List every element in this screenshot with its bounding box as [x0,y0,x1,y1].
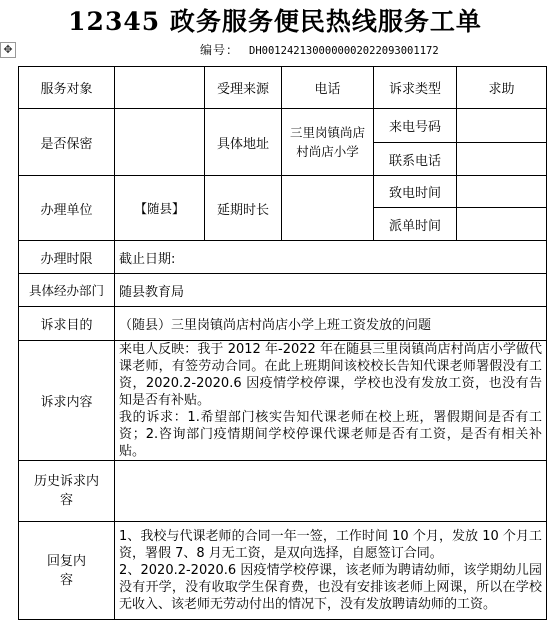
dept-label: 具体经办部门 [19,274,115,307]
extension-label: 延期时长 [205,176,282,241]
accept-source-label: 受理来源 [205,67,282,109]
address-label: 具体地址 [205,109,282,176]
contact-phone-value[interactable] [457,143,547,176]
table-row [19,176,547,208]
extension-value[interactable] [282,176,374,241]
table-row [19,67,547,109]
handling-time-label: 办理时限 [19,241,115,274]
dept-value[interactable]: 随县教育局 [115,274,547,307]
dispatch-time-value[interactable] [457,208,547,241]
handling-unit-label: 办理单位 [19,176,115,241]
address-value[interactable]: 三里岗镇尚店村尚店小学 [282,109,374,176]
serial-number [200,42,439,59]
service-target-label: 服务对象 [19,67,115,109]
contact-phone-label: 联系电话 [374,143,457,176]
confidential-value[interactable] [115,109,205,176]
content-label: 诉求内容 [19,341,115,461]
content-value[interactable] [115,341,547,461]
confidential-label: 是否保密 [19,109,115,176]
service-target-value[interactable] [115,67,205,109]
serial-value: DH001242130000000202209300117​2 [249,45,439,57]
reply-paragraph: 1、我校与代课老师的合同一年一签，工作时间 10 个月，发放 10 个月工资，署假 7、8 月无工资，是双向选择，自愿签订合同。 [119,529,542,561]
table-row [19,307,547,341]
table-row [19,522,547,620]
reply-paragraph: 2、2020.2-2020.6 因疫情学校停课，该老师为聘请幼师，该学期幼儿园没有开学，没有收取学生保育费，也没有安排该老师上网课，所以在学校无收入、该老师无劳动付出的情况下，没有发放聘请幼师的工资。 [119,563,542,612]
history-value[interactable] [115,461,547,522]
purpose-label: 诉求目的 [19,307,115,341]
content-paragraph: 来电人反映：我于 2012 年-2022 年在随县三里岗镇尚店村尚店小学做代课老师，有签劳动合同。在此上班期间该校校长告知代课老师署假没有工资，2020.2-2020.6 因疫情学校停课，学校也没有发放工资，也没有告知是否有补贴。 [119,342,542,408]
dispatch-time-label: 派单时间 [374,208,457,241]
ticket-table [18,66,547,620]
purpose-value[interactable]: （随县）三里岗镇尚店村尚店小学上班工资发放的问题 [115,307,547,341]
reply-value[interactable] [115,522,547,620]
deadline-field[interactable]: 截止日期: [115,241,547,274]
history-label: 历史诉求内容 [19,461,115,522]
table-row [19,109,547,143]
table-row [19,341,547,461]
caller-phone-value[interactable] [457,109,547,143]
table-row [19,461,547,522]
appeal-type-label: 诉求类型 [374,67,457,109]
content-paragraph: 我的诉求：1.希望部门核实告知代课老师在校上班，署假期间是否有工资；2.咨询部门疫情期间学校停课代课老师是否有工资，是否有相关补贴。 [119,410,542,459]
move-handle-icon[interactable]: ✥ [0,42,16,58]
table-row [19,274,547,307]
phone-label: 电话 [282,67,374,109]
appeal-type-value[interactable]: 求助 [457,67,547,109]
serial-label: 编号： [200,43,240,57]
callback-time-value[interactable] [457,176,547,208]
table-row [19,241,547,274]
callback-time-label: 致电时间 [374,176,457,208]
page-title: 12345 政务服务便民热线服务工单 [68,7,482,36]
caller-phone-label: 来电号码 [374,109,457,143]
reply-label: 回复内容 [19,522,115,620]
handling-unit-value[interactable]: 【随县】 [115,176,205,241]
